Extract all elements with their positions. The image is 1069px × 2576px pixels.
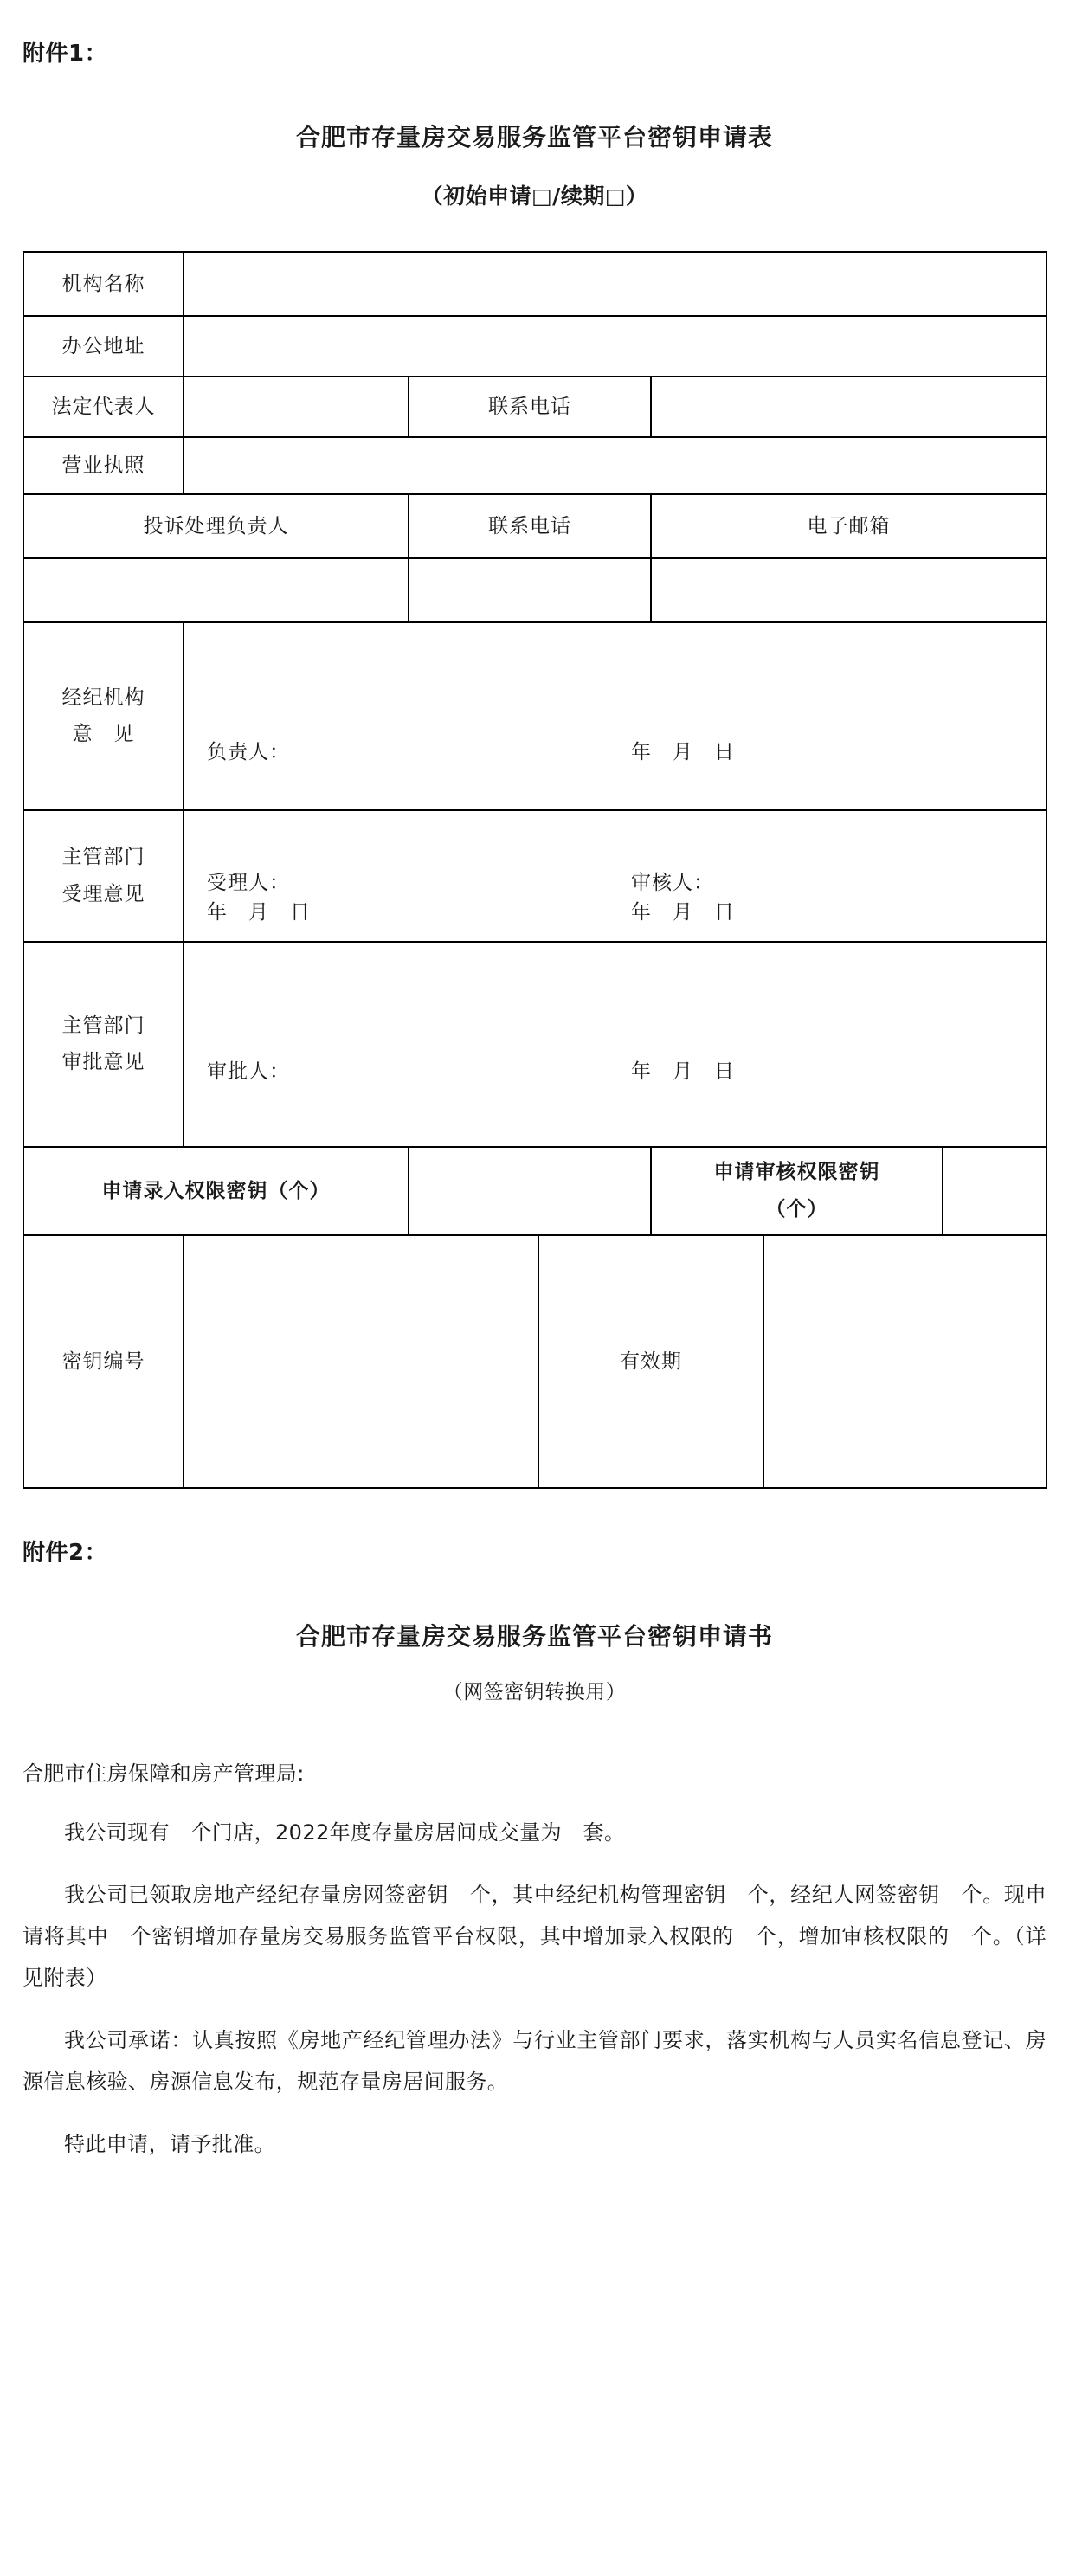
dept-approve-signature-row <box>184 1057 1046 1087</box>
input-contact-phone-1[interactable] <box>651 377 1046 437</box>
agency-opinion-signer: 负责人： <box>207 740 290 763</box>
table-row-dept-accept-opinion <box>23 810 1046 942</box>
input-dept-approve-opinion[interactable] <box>184 942 1046 1147</box>
input-agency-opinion[interactable] <box>184 622 1046 810</box>
label-agency-opinion <box>23 622 184 810</box>
dept-accept-body <box>184 811 1046 941</box>
label-contact-phone-1: 联系电话 <box>409 377 651 437</box>
label-agency-opinion-line1: 经纪机构 <box>61 686 145 709</box>
table-row-legal-rep <box>23 377 1046 437</box>
table-row-complaint-values <box>23 558 1046 622</box>
label-dept-accept-opinion <box>23 810 184 942</box>
label-key-review-count <box>651 1147 943 1235</box>
input-complaint-officer[interactable] <box>23 558 409 622</box>
input-key-entry-count[interactable] <box>409 1147 651 1235</box>
label-org-name: 机构名称 <box>23 252 184 316</box>
label-agency-opinion-line2: 意 见 <box>72 723 135 746</box>
dept-accept-signer-right: 审核人： <box>631 871 714 894</box>
dept-approve-date: 年 月 日 <box>631 1059 735 1083</box>
label-legal-rep: 法定代表人 <box>23 377 184 437</box>
label-key-review-line1: 申请审核权限密钥 <box>713 1161 880 1184</box>
dept-approve-body <box>184 943 1046 1146</box>
attachment-2-title: 合肥市存量房交易服务监管平台密钥申请书 <box>295 1622 773 1652</box>
input-key-number[interactable] <box>184 1235 538 1488</box>
input-org-name[interactable] <box>184 252 1046 316</box>
label-key-review-line2: （个） <box>765 1197 828 1220</box>
table-row-office-address <box>23 316 1046 377</box>
input-business-license[interactable] <box>184 437 1046 494</box>
attachment-2-label: 附件2： <box>23 1539 108 1566</box>
label-dept-accept-line2: 受理意见 <box>61 882 145 905</box>
table-row-complaint-header <box>23 494 1046 558</box>
letter-addressee: 合肥市住房保障和房产管理局: <box>23 1761 305 1786</box>
table-row-business-license <box>23 437 1046 494</box>
agency-opinion-date: 年 月 日 <box>631 740 735 763</box>
label-dept-accept-line1: 主管部门 <box>61 846 145 869</box>
letter-paragraph-3: 我公司承诺：认真按照《房地产经纪管理办法》与行业主管部门要求，落实机构与人员实名信息登记、房源信息核验、房源信息发布，规范存量房居间服务。 <box>23 2027 1046 2094</box>
label-email: 电子邮箱 <box>651 494 1046 558</box>
input-legal-rep[interactable] <box>184 377 409 437</box>
dept-accept-date-right: 年 月 日 <box>631 901 735 924</box>
label-complaint-officer: 投诉处理负责人 <box>23 494 409 558</box>
dept-accept-date-left: 年 月 日 <box>207 901 311 924</box>
label-business-license: 营业执照 <box>23 437 184 494</box>
input-email[interactable] <box>651 558 1046 622</box>
input-key-review-count[interactable] <box>943 1147 1046 1235</box>
label-key-entry-count: 申请录入权限密钥（个） <box>23 1147 409 1235</box>
label-dept-approve-opinion <box>23 942 184 1147</box>
table-row-key-number <box>23 1235 1046 1488</box>
label-dept-approve-line1: 主管部门 <box>61 1014 145 1037</box>
label-contact-phone-2: 联系电话 <box>409 494 651 558</box>
label-office-address: 办公地址 <box>23 316 184 377</box>
attachment-1-title: 合肥市存量房交易服务监管平台密钥申请表 <box>295 123 773 152</box>
table-row-agency-opinion <box>23 622 1046 810</box>
dept-accept-signer-left: 受理人： <box>207 871 290 894</box>
dept-approve-signer: 审批人： <box>207 1059 290 1083</box>
label-validity-period: 有效期 <box>538 1235 763 1488</box>
input-dept-accept-opinion[interactable] <box>184 810 1046 942</box>
letter-paragraph-2: 我公司已领取房地产经纪存量房网签密钥 个，其中经纪机构管理密钥 个，经纪人网签密钥 个。现申请将其中 个密钥增加存量房交易服务监管平台权限，其中增加录入权限的 个，增加审核权限的 个。（详见附表） <box>23 1882 1046 1990</box>
dept-accept-signer-row <box>184 868 1046 898</box>
attachment-2-subtitle: （网签密钥转换用） <box>442 1681 627 1704</box>
attachment-1-label: 附件1： <box>23 41 108 67</box>
input-office-address[interactable] <box>184 316 1046 377</box>
application-letter-body <box>23 1753 1046 2165</box>
table-row-dept-approve-opinion <box>23 942 1046 1147</box>
table-row-org-name <box>23 252 1046 316</box>
table-row-key-counts <box>23 1147 1046 1235</box>
form-table <box>23 251 1047 1489</box>
agency-opinion-body <box>184 623 1046 809</box>
agency-opinion-signature-row <box>184 737 1046 768</box>
label-key-number: 密钥编号 <box>23 1235 184 1488</box>
input-contact-phone-2[interactable] <box>409 558 651 622</box>
letter-paragraph-1: 我公司现有 个门店，2022年度存量房居间成交量为 套。 <box>64 1819 626 1845</box>
key-application-form <box>23 251 1046 1489</box>
label-dept-approve-line2: 审批意见 <box>61 1051 145 1074</box>
dept-accept-date-row <box>184 898 1046 928</box>
letter-paragraph-4: 特此申请，请予批准。 <box>64 2131 275 2156</box>
attachment-1-subtitle: （初始申请□/续期□） <box>421 184 648 209</box>
input-validity-period[interactable] <box>763 1235 1046 1488</box>
